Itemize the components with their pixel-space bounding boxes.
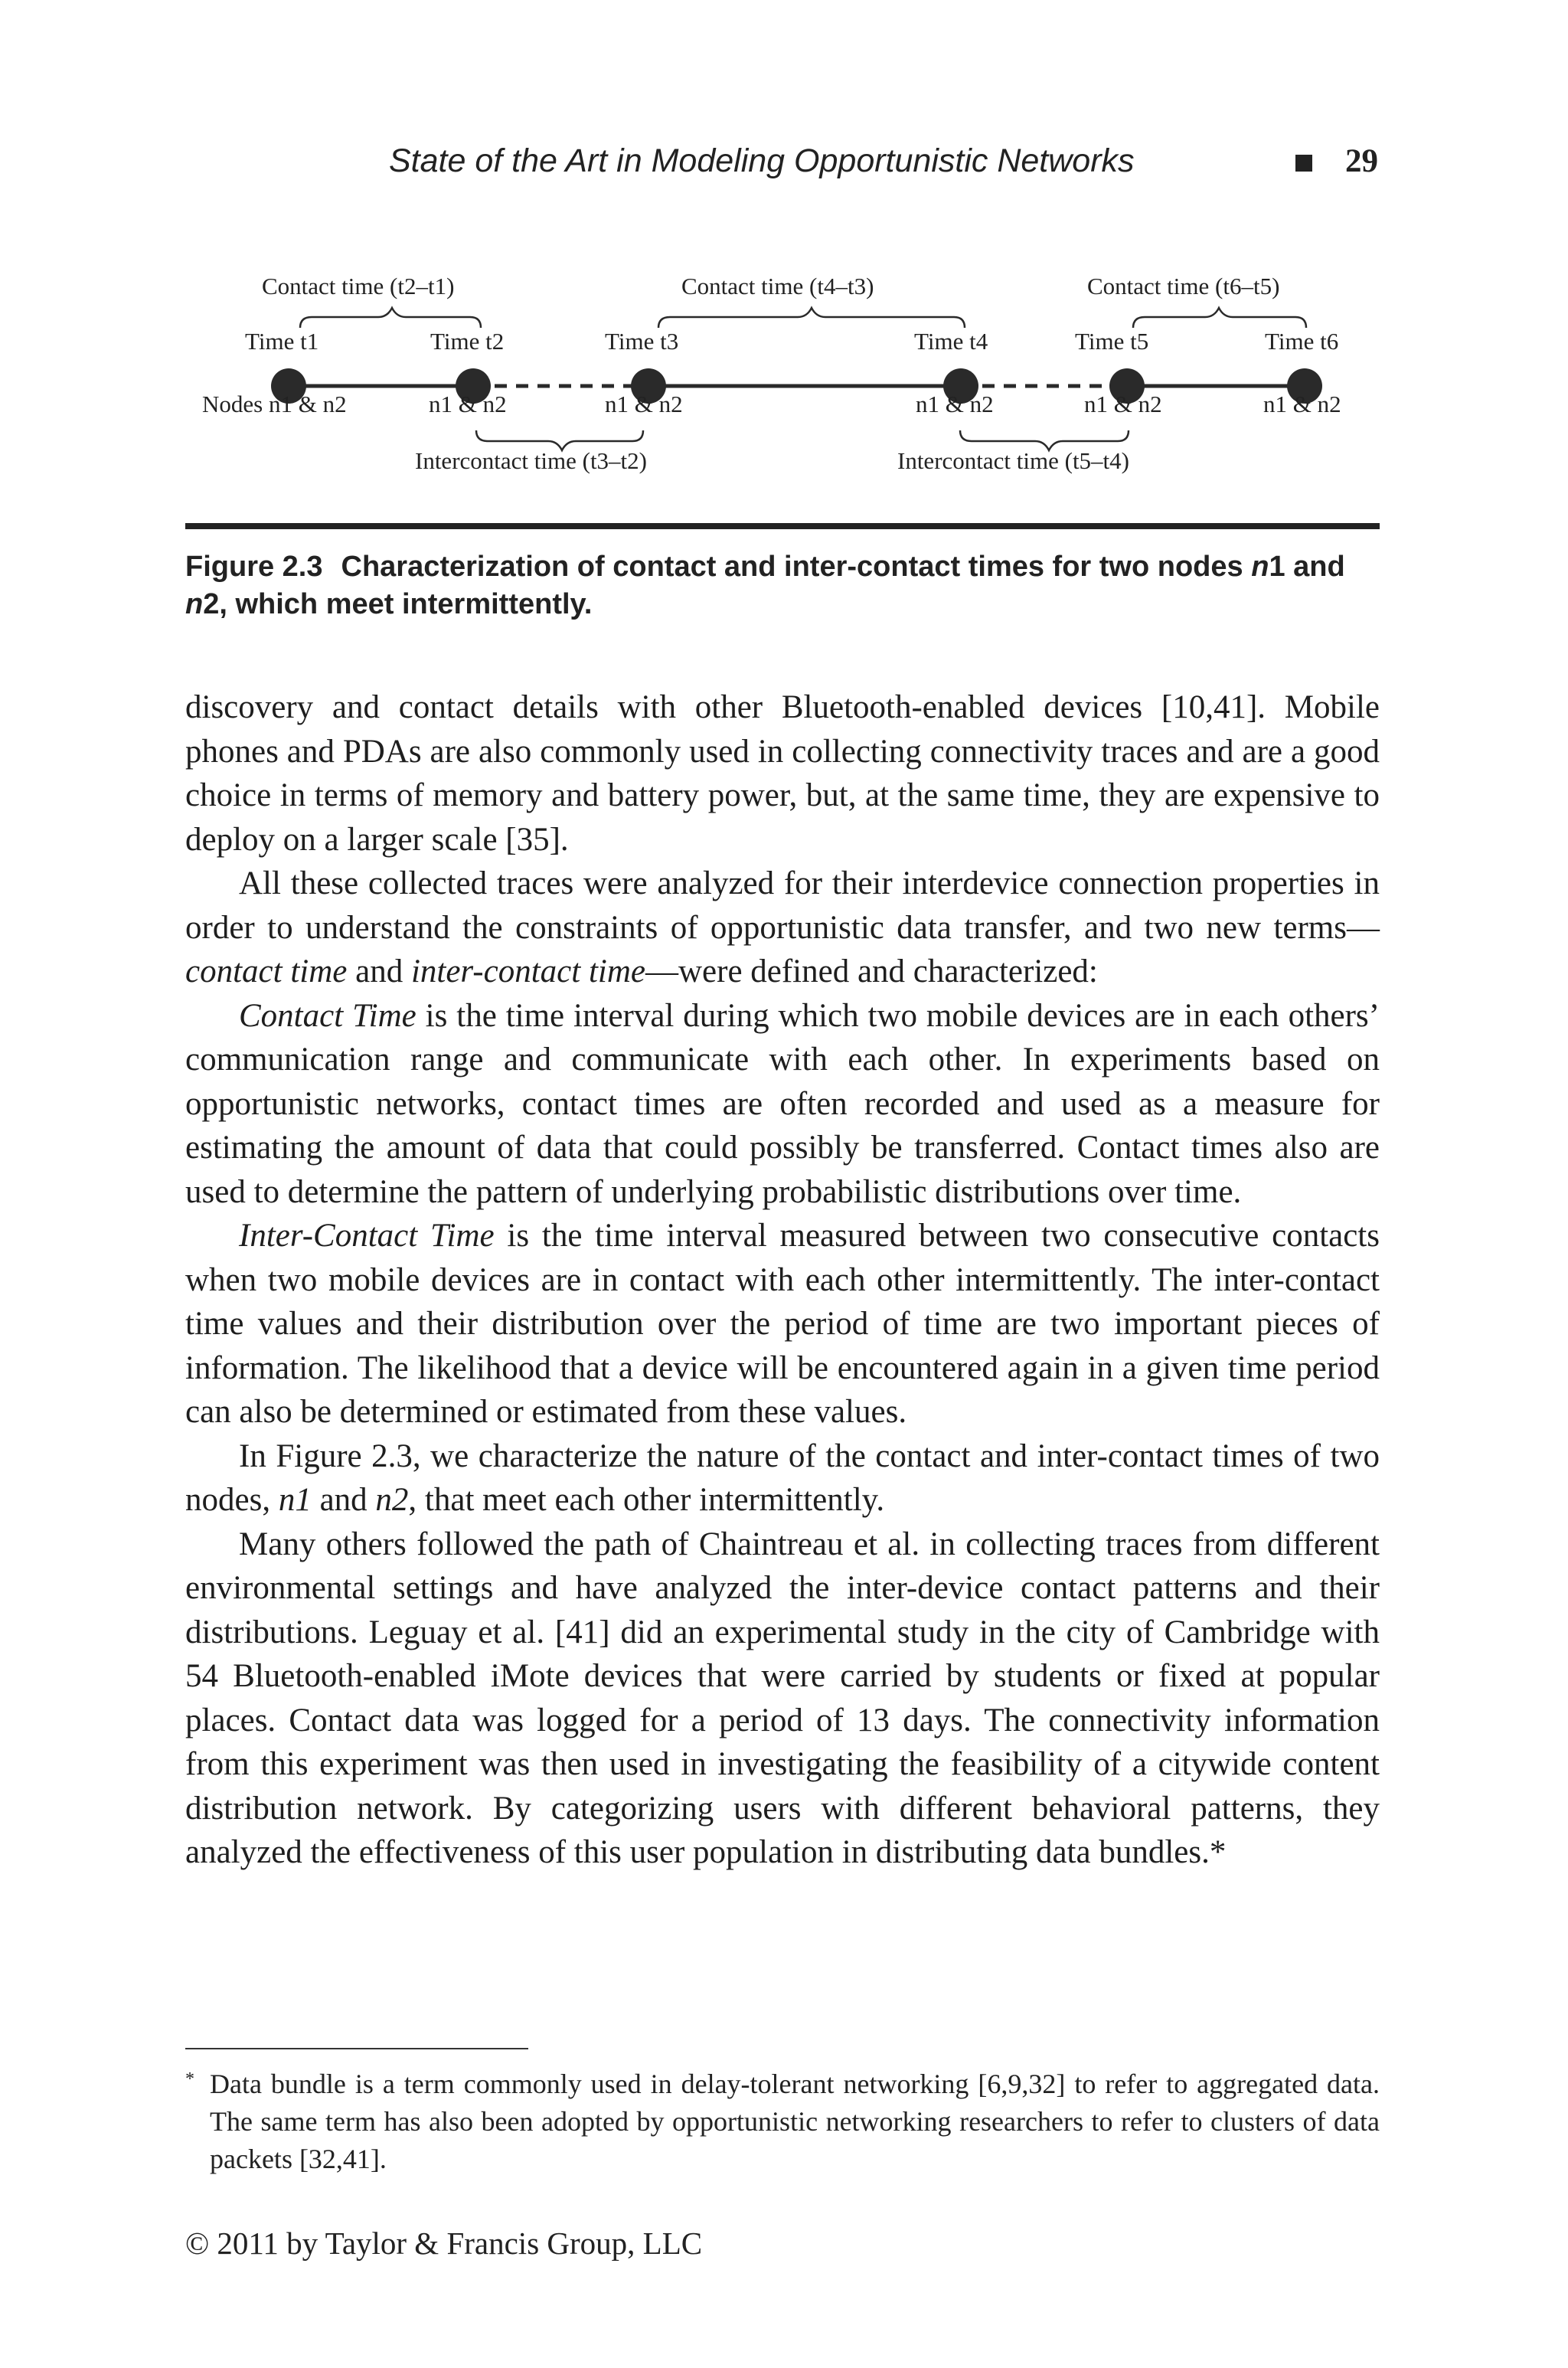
contact-brace-1	[300, 308, 481, 328]
paragraph-1: discovery and contact details with other Bluetooth-enabled devices [10,41]. Mobile phones and PDAs are also commonly used in collecting connectivity traces and are a good choice in terms of memory and battery power, but, at the same time, they are expensive to deploy on a larger scale [35].	[185, 689, 1380, 858]
node-label-1: Nodes n1 & n2	[202, 391, 347, 417]
intercontact-label-2: Intercontact time (t5–t4)	[897, 447, 1129, 474]
contact-label-3: Contact time (t6–t5)	[1087, 273, 1280, 299]
footnote-rule	[185, 2048, 528, 2049]
p4-text: is the time interval measured between two consecutive contacts when two mobile devices are in contact with each other intermittently. The inter-contact time values and their distribution over the period of time are two important pieces of information. The likelihood that a device will be encountered again in a given time period can also be determined or estimated from these values.	[185, 1218, 1380, 1430]
caption-text-2: and	[1285, 551, 1345, 583]
header-bullet-icon	[1295, 155, 1312, 172]
node-label-6: n1 & n2	[1263, 391, 1341, 417]
node-label-5: n1 & n2	[1084, 391, 1162, 417]
p2-term-inter-contact-time: inter-contact time	[410, 953, 645, 989]
p5-text-b: and	[311, 1482, 376, 1518]
p2-text-b: and	[347, 953, 411, 989]
body-text	[185, 685, 1380, 1875]
page-number: 29	[1345, 143, 1378, 179]
caption-n1-italic: n	[1251, 551, 1269, 583]
p2-text-a: All these collected traces were analyzed for their interdevice connection properties in order to understand the constraints of opportunistic data transfer, and two new terms—	[185, 865, 1380, 946]
node-label-2: n1 & n2	[429, 391, 507, 417]
time-label-t2: Time t2	[430, 328, 505, 355]
contact-brace-3	[1133, 308, 1306, 328]
caption-n1-digit: 1	[1269, 551, 1285, 583]
paragraph-2	[185, 862, 1380, 994]
p5-text-a: In Figure 2.3, we characterize the nature of the contact and inter-contact times of two nodes,	[185, 1437, 1380, 1518]
p2-text-c: —were defined and characterized:	[645, 953, 1098, 989]
copyright-line: © 2011 by Taylor & Francis Group, LLC	[185, 2226, 703, 2261]
p5-text-c: , that meet each other intermittently.	[408, 1482, 885, 1518]
footnote-mark: *	[185, 2069, 194, 2089]
paragraph-3	[185, 994, 1380, 1215]
footnote-text: Data bundle is a term commonly used in delay-tolerant networking [6,9,32] to refer to aggregated data. The same term has also been adopted by opportunistic networking researchers to refer to clusters of data packets [32,41].	[210, 2069, 1380, 2174]
footnote	[185, 2065, 1380, 2178]
p2-term-contact-time: contact time	[185, 953, 348, 989]
intercontact-label-1: Intercontact time (t3–t2)	[415, 447, 647, 474]
time-label-t1: Time t1	[245, 328, 319, 355]
figure-caption	[185, 548, 1380, 623]
node-label-3: n1 & n2	[605, 391, 683, 417]
figure-2-3-diagram	[185, 260, 1380, 513]
time-label-t6: Time t6	[1265, 328, 1339, 355]
paragraph-4	[185, 1214, 1380, 1434]
caption-n2-italic: n	[185, 588, 204, 620]
figure-rule	[185, 523, 1380, 529]
p5-n2: n2	[375, 1482, 409, 1518]
p5-n1: n1	[278, 1482, 312, 1518]
time-label-t3: Time t3	[605, 328, 679, 355]
time-label-t4: Time t4	[914, 328, 988, 355]
p3-term: Contact Time	[239, 997, 416, 1034]
p3-text: is the time interval during which two mobile devices are in each others’ communication range and communicate with each other. In experiments based on opportunistic networks, contact times are often recorded and used as a measure for estimating the amount of data that could possibly be transferred. Contact times also are used to determine the pattern of underlying probabilistic distributions over time.	[185, 997, 1380, 1210]
caption-text-1: Characterization of contact and inter-contact times for two nodes	[341, 551, 1252, 583]
contact-brace-2	[658, 308, 965, 328]
node-label-4: n1 & n2	[916, 391, 994, 417]
time-label-t5: Time t5	[1075, 328, 1149, 355]
paragraph-5	[185, 1434, 1380, 1523]
contact-label-2: Contact time (t4–t3)	[681, 273, 874, 299]
caption-label: Figure 2.3	[185, 551, 323, 583]
running-title: State of the Art in Modeling Opportunistic Networks	[389, 142, 1135, 179]
p4-term: Inter-Contact Time	[239, 1218, 495, 1254]
caption-n2-digit: 2	[203, 588, 220, 620]
paragraph-6: Many others followed the path of Chaintreau et al. in collecting traces from different environmental settings and have analyzed the inter-device contact patterns and their distributions. Leguay et al. [41] did an experimental study in the city of Cambridge with 54 Bluetooth-enabled iMote devices that were carried by students or fixed at popular places. Contact data was logged for a period of 13 days. The connectivity information from this experiment was then used in investigating the feasibility of a citywide content distribution network. By categorizing users with different behavioral patterns, they analyzed the effectiveness of this user population in distributing data bundles.*	[185, 1526, 1380, 1870]
caption-text-3: , which meet intermittently.	[219, 588, 593, 620]
contact-label-1: Contact time (t2–t1)	[262, 273, 455, 299]
